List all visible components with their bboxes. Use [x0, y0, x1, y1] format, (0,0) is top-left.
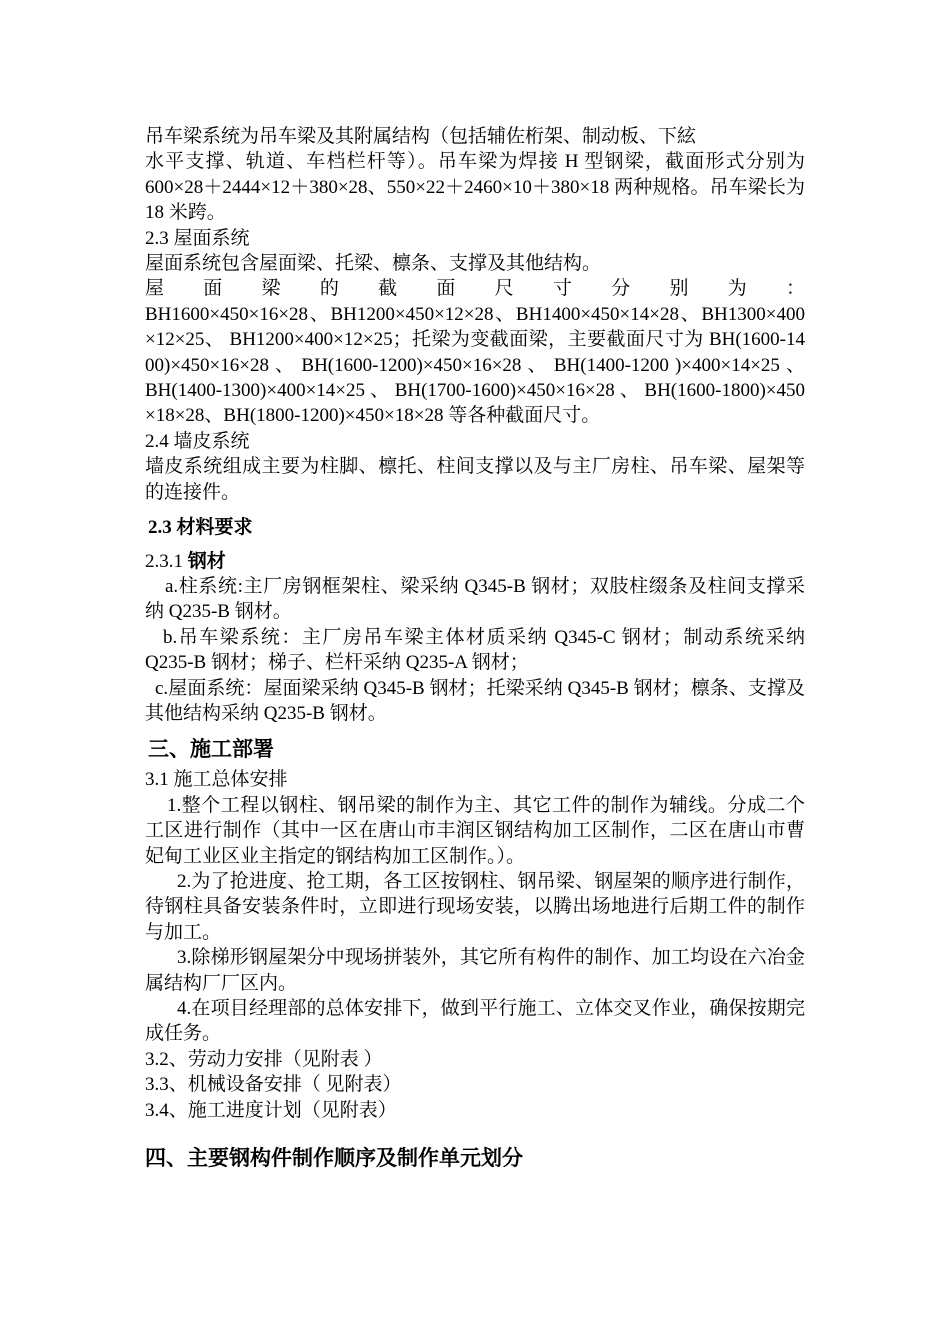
- section-3-1-title: 3.1 施工总体安排: [145, 769, 288, 791]
- wall-system-paragraph: 墙皮系统组成主要为柱脚、檩托、柱间支撑以及与主厂房柱、吊车梁、屋架等的连接件。: [145, 456, 805, 503]
- roof-beam-lead: 屋面梁的截面尺寸分别为：: [145, 278, 805, 300]
- material-item-b: b.吊车梁系统：主厂房吊车梁主体材质采纳 Q345-C 钢材；制动系统采纳 Q235-B 钢材；梯子、栏杆采纳 Q235-A 钢材；: [145, 626, 805, 674]
- section-2-4-wall-title: 2.4 墙皮系统: [145, 430, 250, 452]
- material-item-c: c.屋面系统：屋面梁采纳 Q345-B 钢材；托梁采纳 Q345-B 钢材；檩条、支撑及其他结构采纳 Q235-B 钢材。: [145, 677, 805, 724]
- section-3-2-labor: 3.2、劳动力安排（见附表 ）: [145, 1048, 383, 1070]
- document-body: [145, 124, 805, 1173]
- arrangement-item-4: 4.在项目经理部的总体安排下，做到平行施工、立体交叉作业，确保按期完成任务。: [145, 998, 805, 1045]
- subsection-steel-number: 2.3.1: [145, 550, 188, 572]
- material-item-a: a.柱系统:主厂房钢框架柱、梁采纳 Q345-B 钢材；双肢柱缀条及柱间支撑采纳 Q235-B 钢材。: [145, 575, 805, 623]
- arrangement-item-2: 2.为了抢进度、抢工期，各工区按钢柱、钢吊梁、钢屋架的顺序进行制作，待钢柱具备安装条件时，立即进行现场安装，以腾出场地进行后期工件的制作与加工。: [145, 870, 805, 943]
- chapter-4-title: 四、主要钢构件制作顺序及制作单元划分: [145, 1146, 523, 1171]
- section-3-3-equipment: 3.3、机械设备安排（ 见附表）: [145, 1074, 402, 1096]
- chapter-3-title: 三、施工部署: [148, 737, 274, 762]
- subsection-steel-title: [145, 549, 805, 574]
- subsection-steel-label: 钢材: [187, 550, 226, 572]
- arrangement-item-1: 1.整个工程以钢柱、钢吊梁的制作为主、其它工件的制作为辅线。分成二个工区进行制作（其中一区在唐山市丰润区钢结构加工区制作，二区在唐山市曹妃甸工业区业主指定的钢结构加工区制作。）。: [145, 794, 805, 867]
- roof-intro-paragraph: 屋面系统包含屋面梁、托梁、檩条、支撑及其他结构。: [145, 253, 602, 275]
- crane-beam-paragraph-rest: 水平支撑、轨道、车档栏杆等）。吊车梁为焊接 H 型钢梁，截面形式分别为 600×28＋2444×12＋380×28、550×22＋2460×10＋380×18 两种规格。吊车梁长为 18 米跨。: [145, 151, 805, 224]
- roof-section-sizes: BH1600×450×16×28、BH1200×450×12×28、BH1400×450×14×28、BH1300×400×12×25、 BH1200×400×12×25；托梁为变截面梁，主要截面尺寸为 BH(1600-1400)×450×16×28 、 BH(1600-1200)×450×16×28 、 BH(1400-1200 )×400×14×25 、 BH(1400-1300)×400×14×25 、 BH(1700-1600)×450×16×28 、 BH(1600-1800)×450×18×28、BH(1800-1200)×450×18×28 等各种截面尺寸。: [145, 303, 805, 427]
- section-2-3-roof-title: 2.3 屋面系统: [145, 227, 250, 249]
- section-material-title: 2.3 材料要求: [148, 517, 253, 539]
- crane-beam-paragraph-line1: 吊车梁系统为吊车梁及其附属结构（包括辅佐桁架、制动板、下絃: [145, 126, 697, 147]
- section-3-4-schedule: 3.4、施工进度计划（见附表）: [145, 1099, 397, 1121]
- arrangement-item-3: 3.除梯形钢屋架分中现场拼装外，其它所有构件的制作、加工均设在六冶金属结构厂厂区内。: [145, 947, 805, 994]
